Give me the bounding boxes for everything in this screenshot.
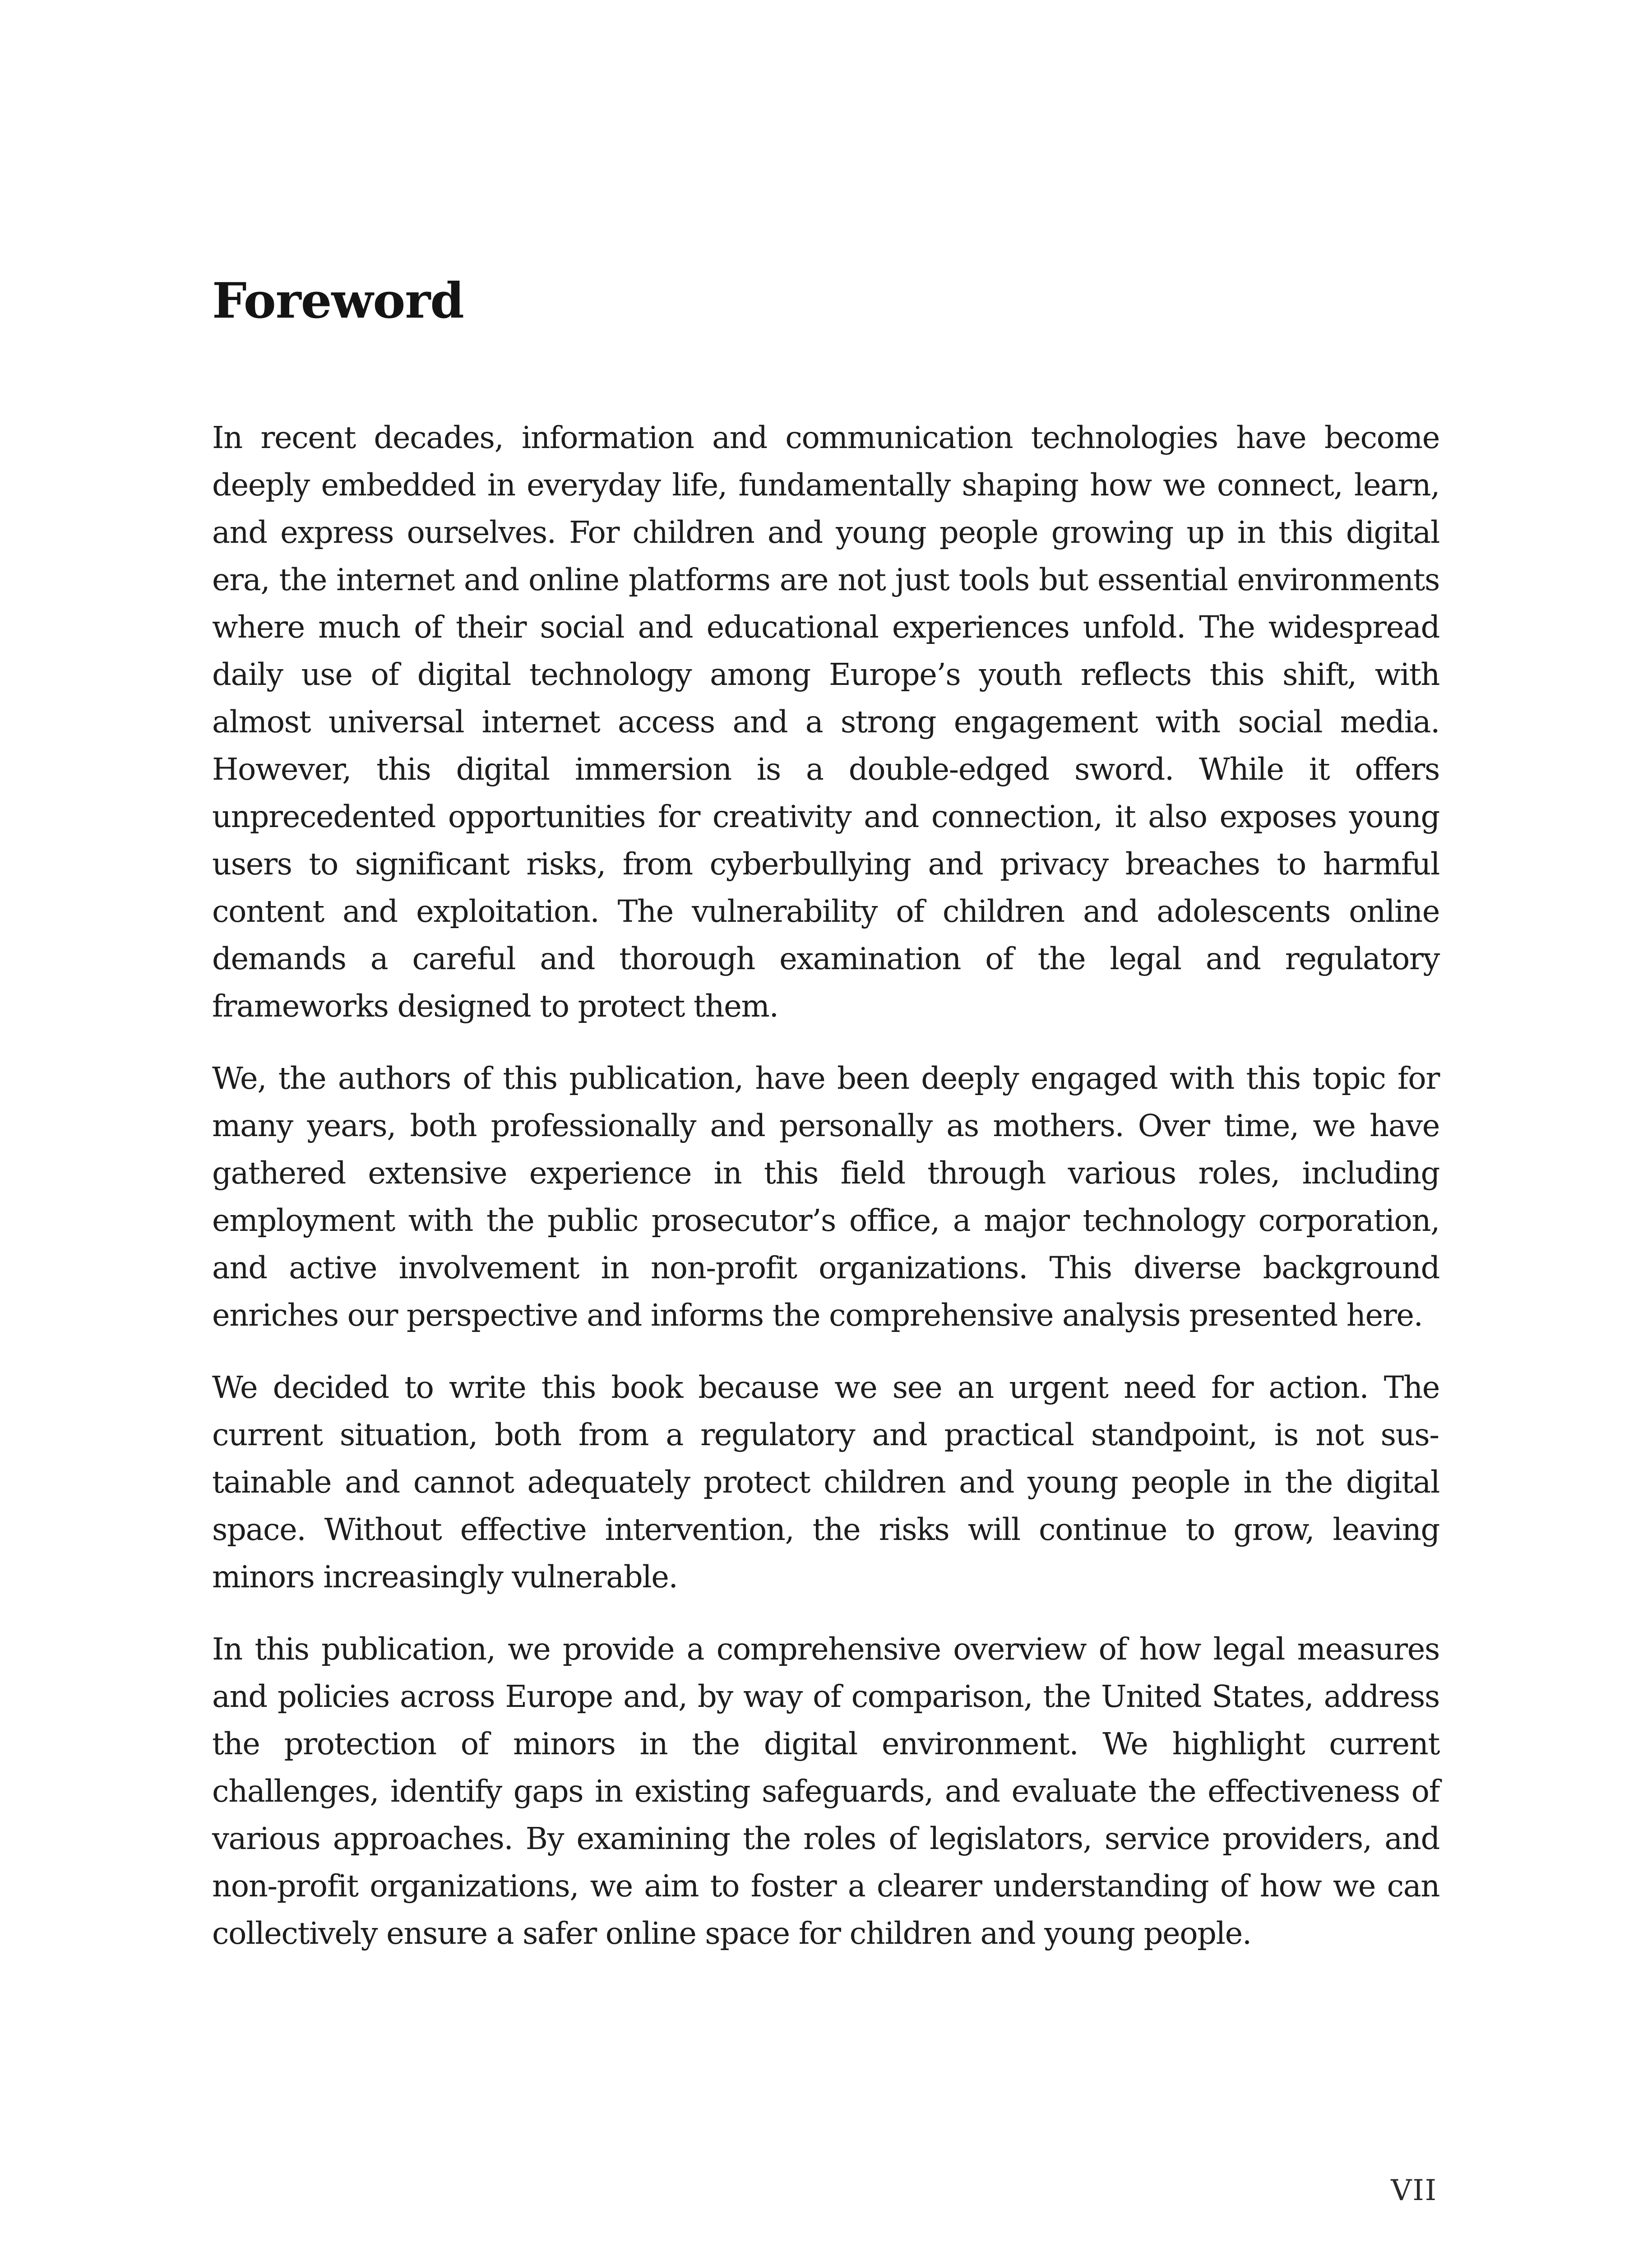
paragraph-2: We, the authors of this publication, have been deeply engaged with this topic for many years, both professionally and personally as mothers. Over time, we have gathered extensive experience in this field through various roles, including employment with the public prosecutor’s office, a major technology corporation, and active involvement in non-profit organizations. This diverse background enriches our perspective and informs the comprehensive analysis presented here. — [212, 1061, 1439, 1333]
paragraph-4: In this publication, we provide a comprehensive overview of how legal measures and policies across Europe and, by way of comparison, the United States, address the protection of minors in the digital environment. We highlight current challenges, identify gaps in existing safeguards, and evaluate the effectiveness of various approaches. By examining the roles of legislators, service providers, and non-profit organizations, we aim to foster a clearer understanding of how we can collectively ensure a safer online space for children and young people. — [212, 1632, 1439, 1951]
foreword-body — [212, 414, 1439, 1982]
chapter-heading: Foreword — [212, 273, 464, 329]
paragraph-1: In recent decades, information and communication technologies have become deeply embedded in everyday life, fundamentally shaping how we connect, learn, and express ourselves. For children and young people growing up in this digital era, the internet and online platforms are not just tools but essential environments where much of their social and educational experiences unfold. The widespread daily use of digital technology among Europe’s youth reflects this shift, with almost universal internet access and a strong engagement with social media. However, this digital immersion is a double-edged sword. While it offers unprecedented opportunities for creativity and connection, it also exposes young users to significant risks, from cyberbullying and privacy breaches to harmful content and exploitation. The vulnerability of children and adolescents online demands a careful and thorough examination of the legal and regulatory frameworks designed to protect them. — [212, 420, 1439, 1024]
page-number: VII — [1391, 2174, 1437, 2207]
paragraph-3: We decided to write this book because we see an urgent need for action. The current situation, both from a regulatory and practical standpoint, is not sustainable and cannot adequately protect children and young people in the digital space. Without effective intervention, the risks will continue to grow, leaving minors increasingly vulnerable. — [212, 1370, 1439, 1595]
